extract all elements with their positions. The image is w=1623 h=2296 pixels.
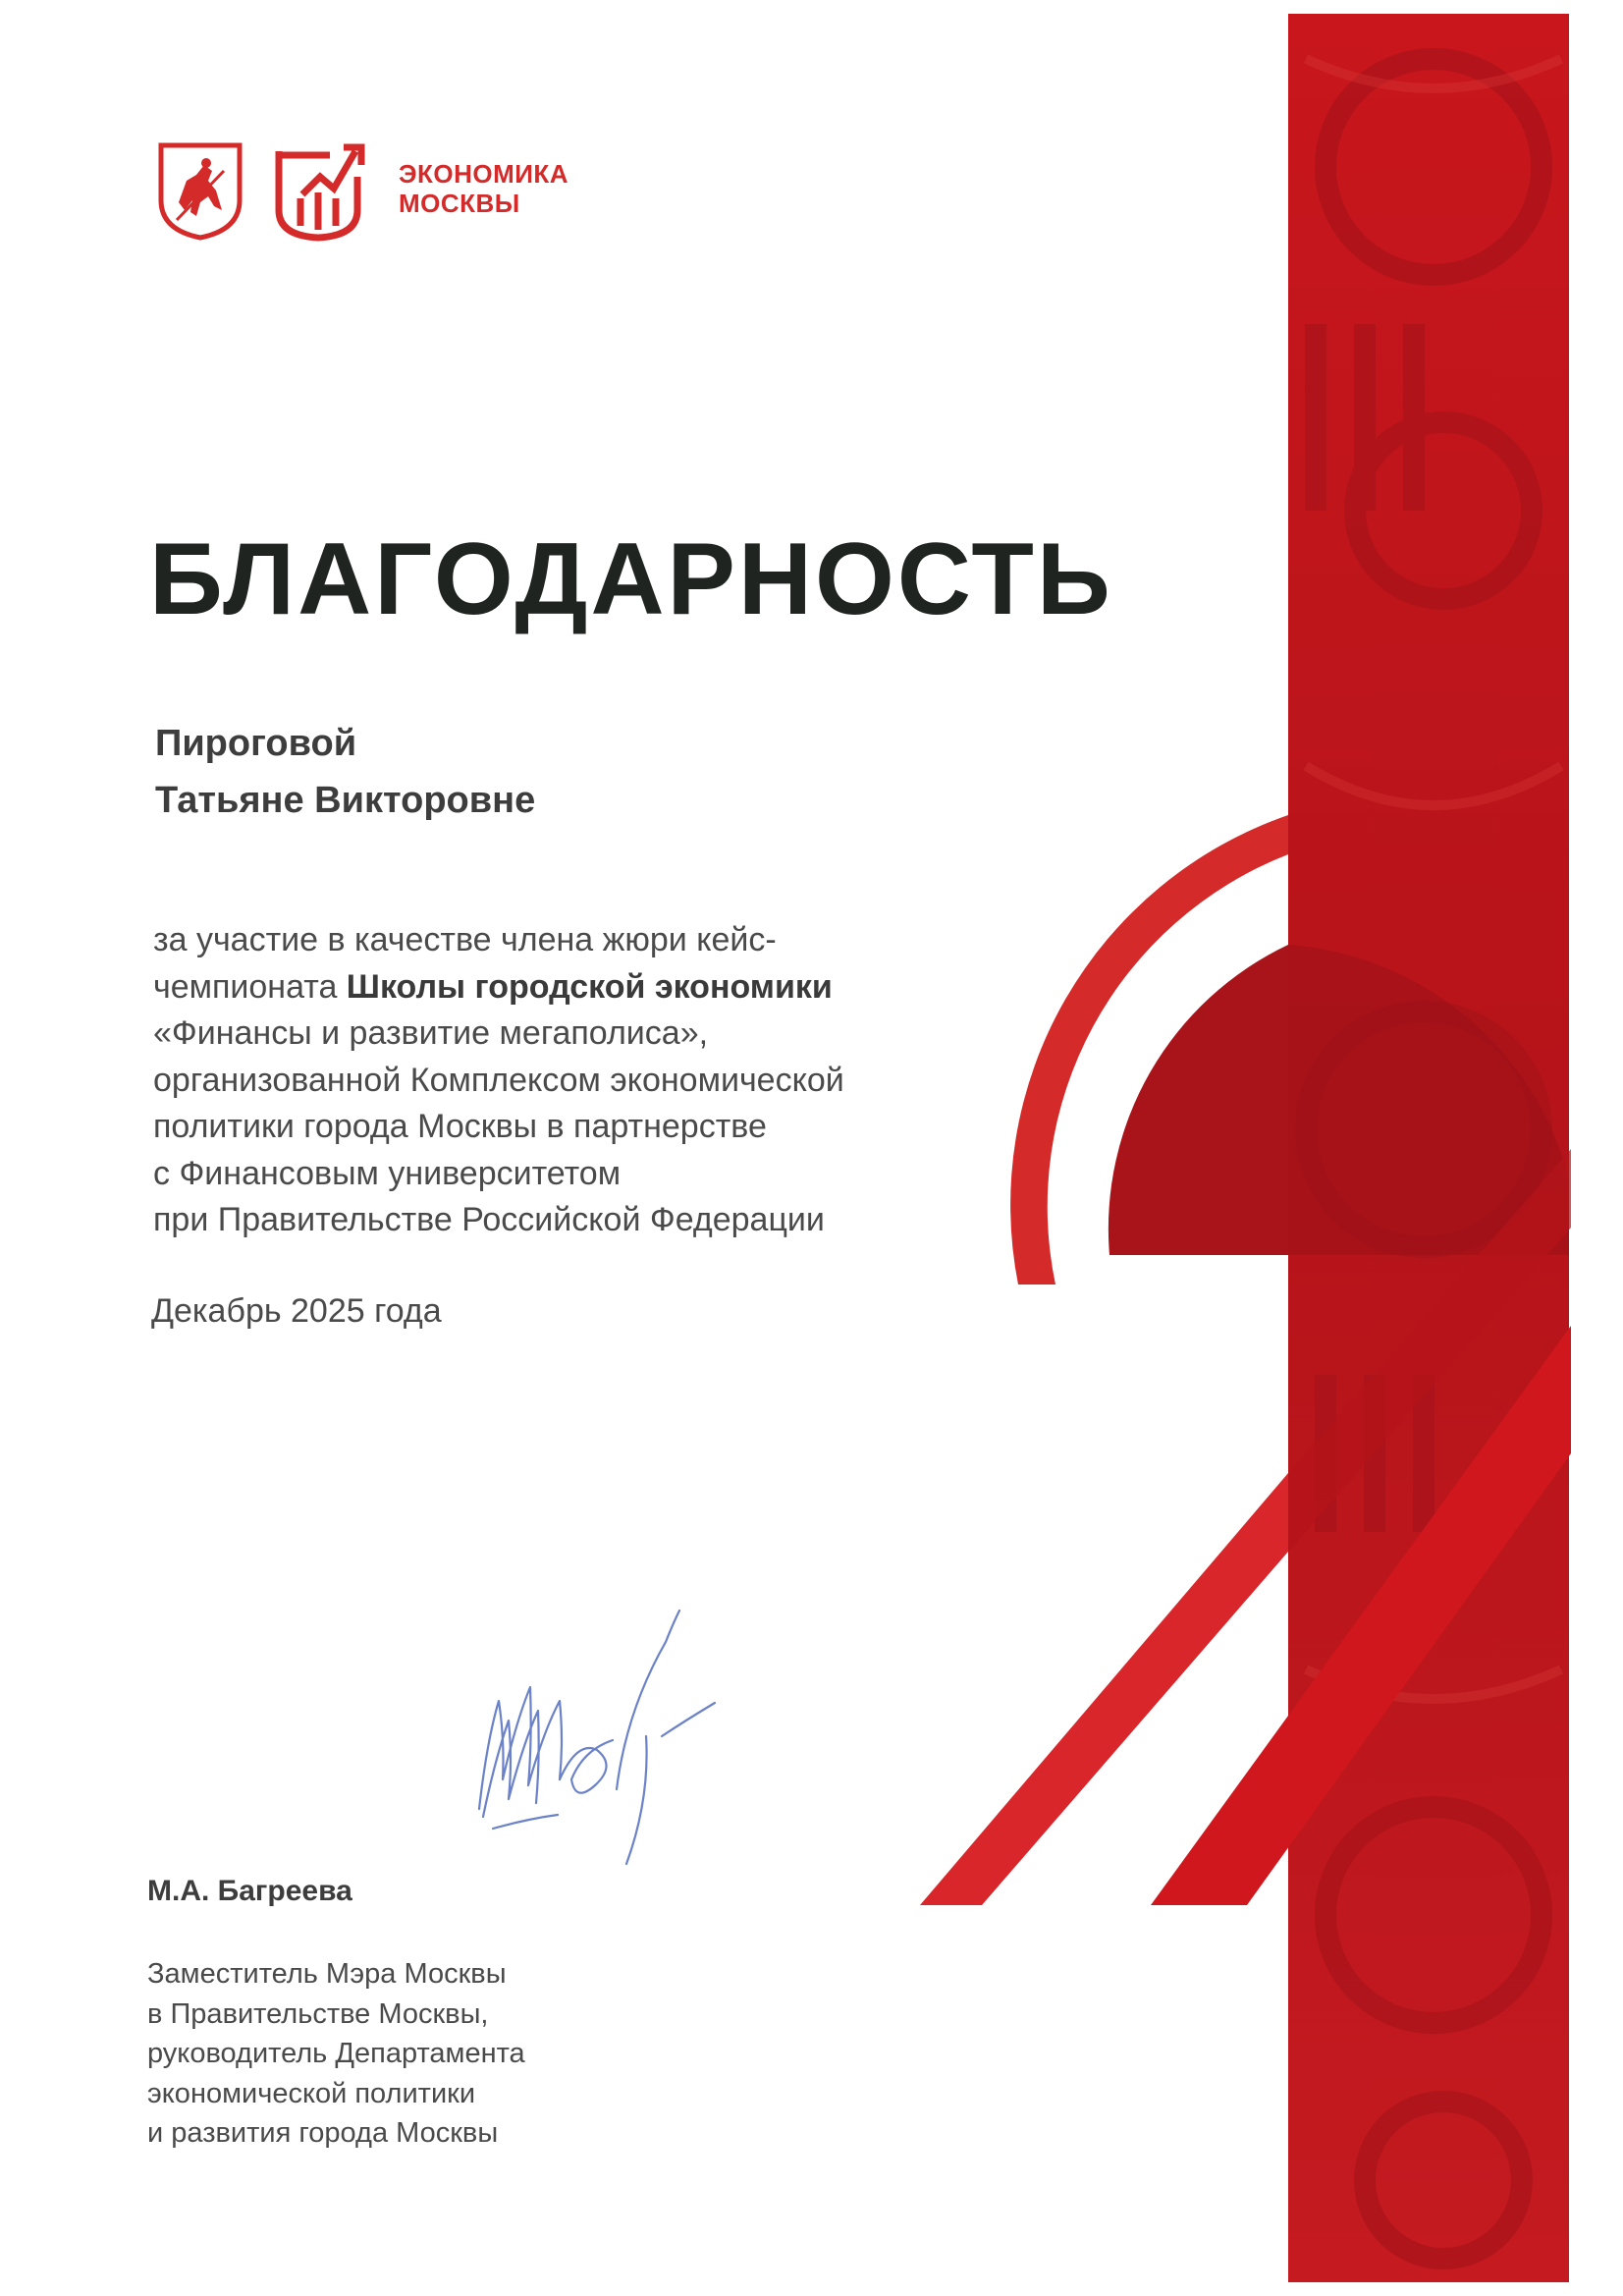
- award-description: [153, 917, 958, 1244]
- page-title: БЛАГОДАРНОСТЬ: [149, 522, 1113, 636]
- signer-name: М.А. Багреева: [147, 1875, 352, 1907]
- school-name: Школы городской экономики: [346, 967, 833, 1006]
- dark-red-half-disc: [1109, 945, 1288, 1255]
- brand-line-1: ЭКОНОМИКА: [399, 159, 569, 189]
- description-line-1: за участие в качестве члена жюри кейс-: [153, 921, 777, 958]
- award-date: Декабрь 2025 года: [151, 1292, 442, 1330]
- description-line-5: политики города Москвы в партнерстве: [153, 1108, 767, 1145]
- moscow-coat-of-arms-icon: [157, 141, 243, 242]
- signer-position-line-5: и развития города Москвы: [147, 2117, 499, 2149]
- signer-position-line-3: руководитель Департамента: [147, 2038, 525, 2069]
- economy-moscow-logo-icon: [273, 137, 367, 242]
- brand-line-2: МОСКВЫ: [399, 189, 520, 218]
- signer-position-line-4: экономической политики: [147, 2077, 476, 2109]
- description-line-2-prefix: чемпионата: [153, 967, 347, 1006]
- description-line-2: [153, 964, 958, 1011]
- recipient-name: [155, 715, 535, 829]
- description-line-6: с Финансовым университетом: [153, 1154, 622, 1192]
- handwritten-signature-icon: [469, 1593, 725, 1868]
- signer-position-line-2: в Правительстве Москвы,: [147, 1997, 489, 2030]
- signer-position-line-1: Заместитель Мэра Москвы: [147, 1958, 507, 1990]
- signer-position: [147, 1954, 525, 2154]
- description-line-3: «Финансы и развитие мегаполиса»,: [153, 1014, 709, 1052]
- description-line-4: организованной Комплексом экономической: [153, 1061, 844, 1099]
- brand-name: [399, 159, 654, 218]
- description-line-7: при Правительстве Российской Федерации: [153, 1201, 825, 1238]
- recipient-surname: Пироговой: [155, 723, 357, 764]
- recipient-given-names: Татьяне Викторовне: [155, 780, 536, 821]
